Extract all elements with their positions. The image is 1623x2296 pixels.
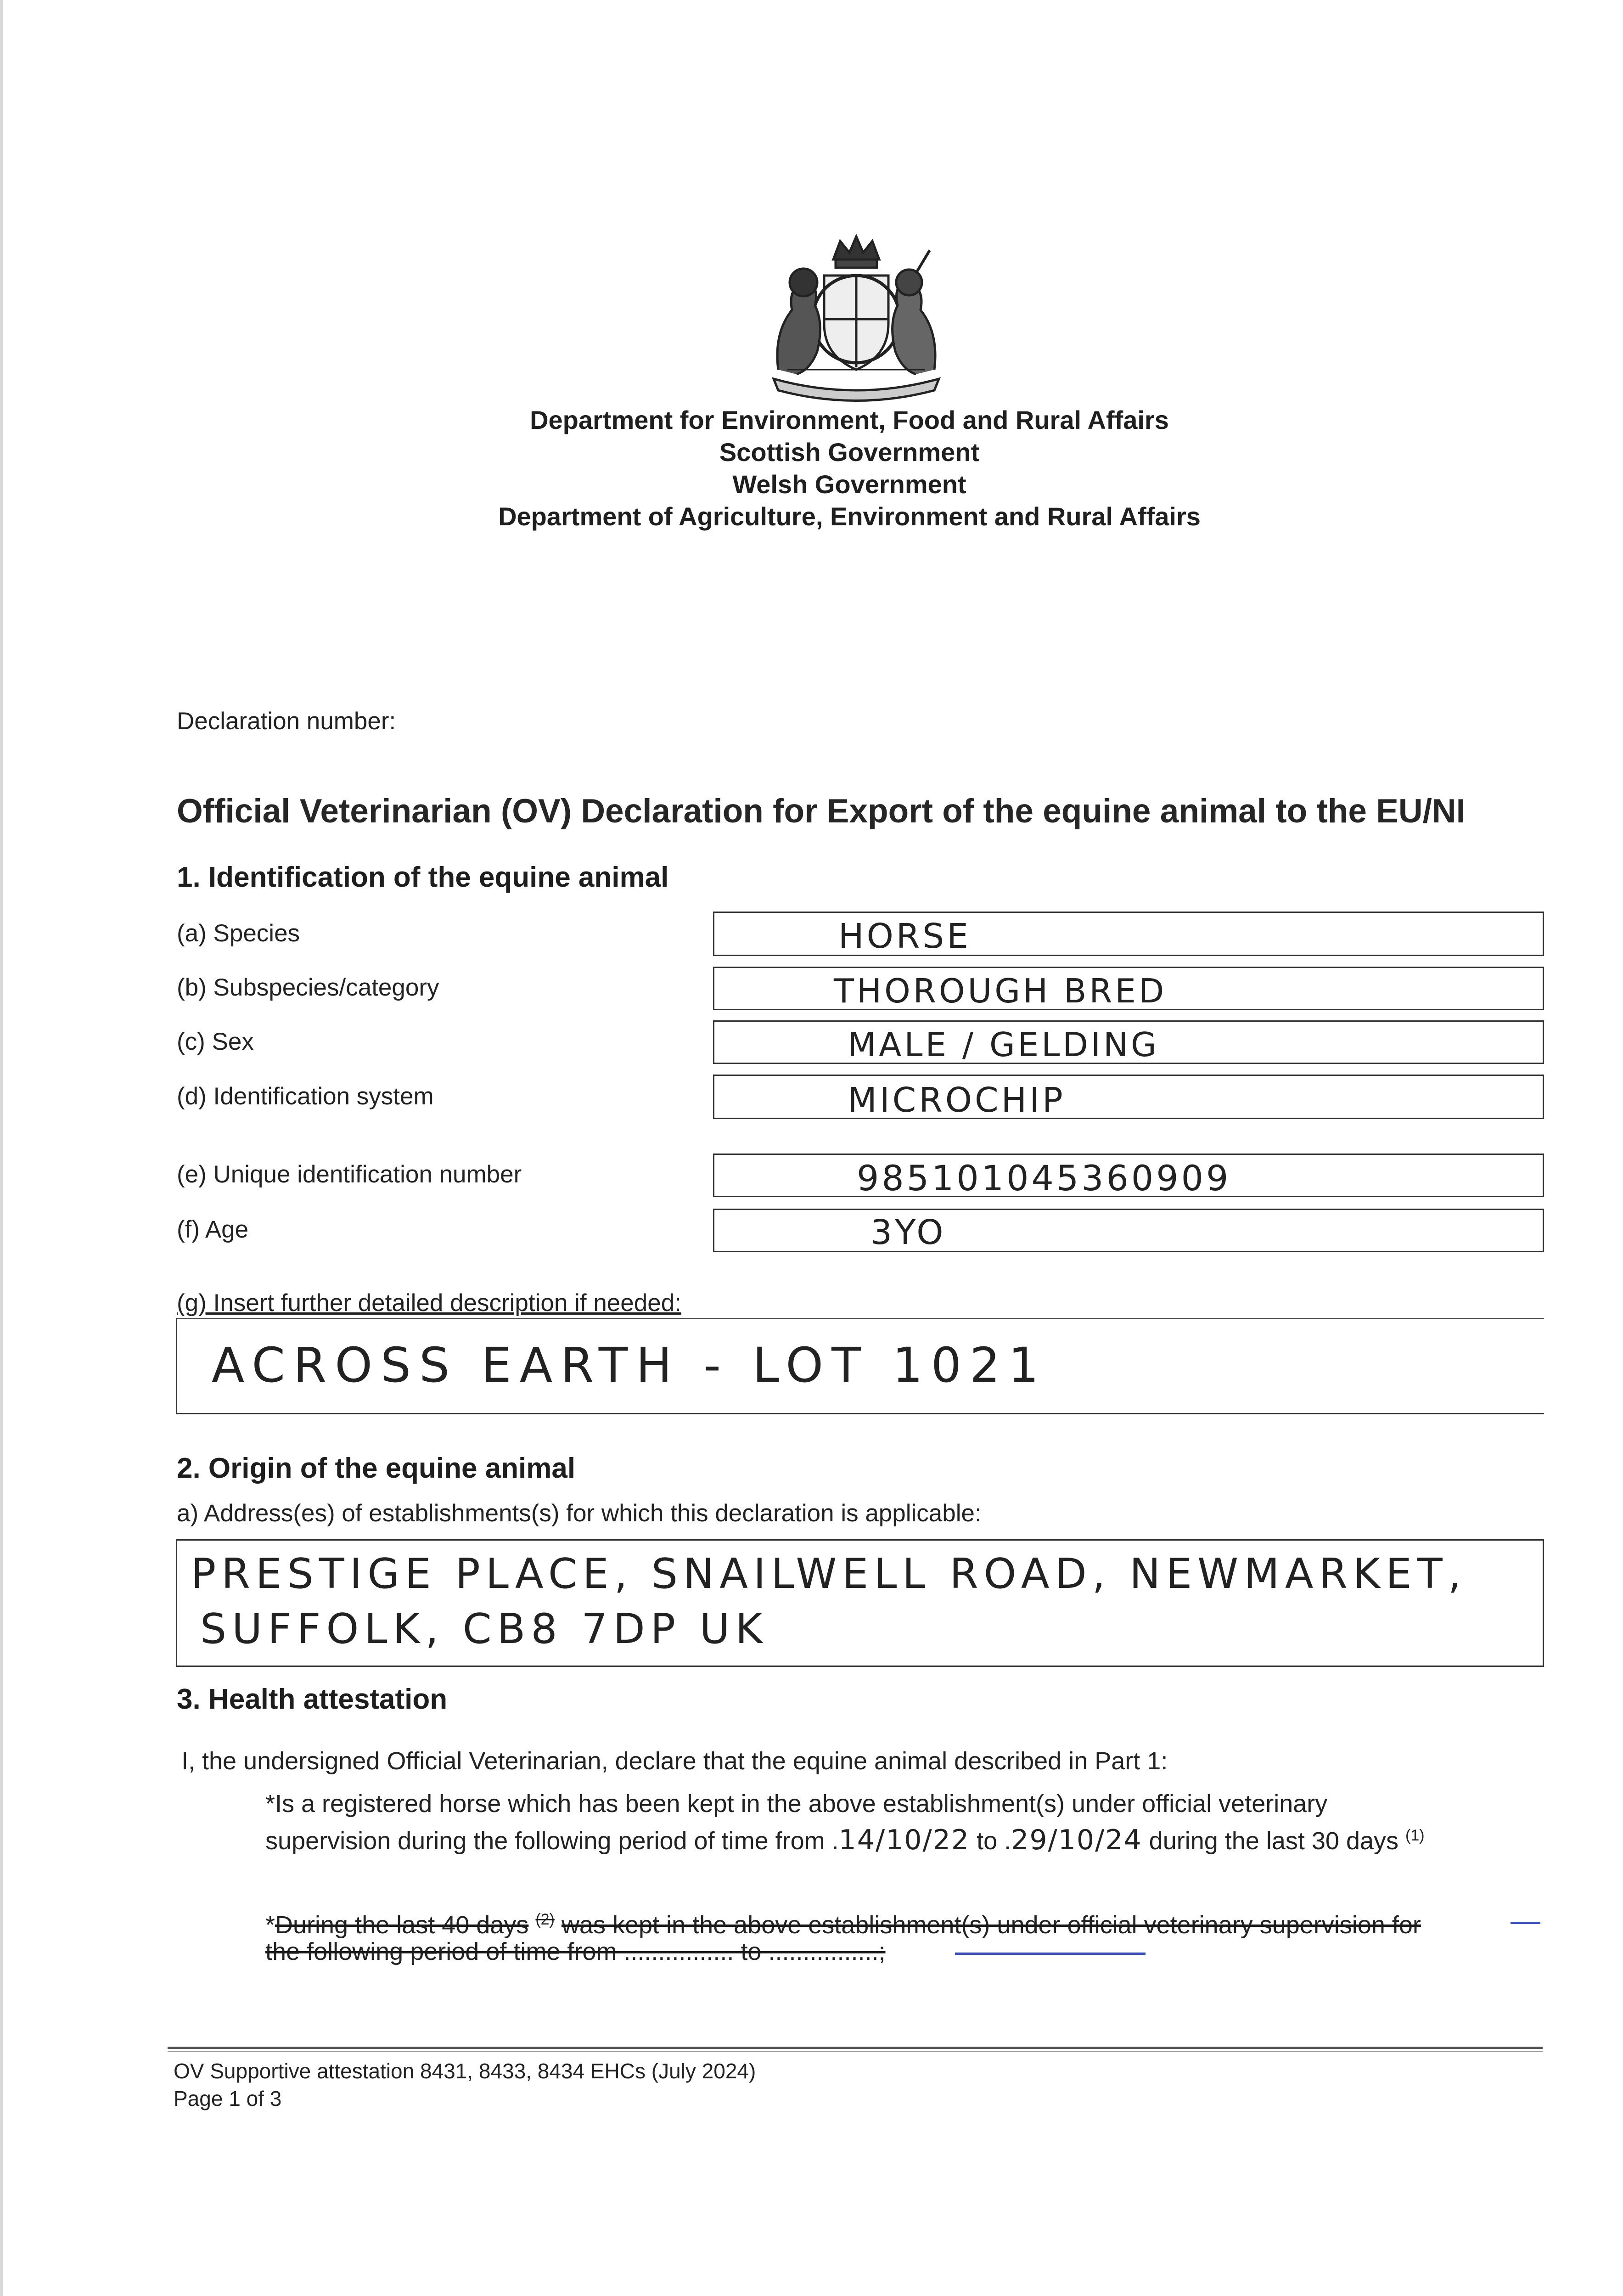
address-field[interactable] [176, 1539, 1544, 1667]
option2-text-a: During the last 40 days [275, 1911, 529, 1939]
royal-coat-of-arms-logo [760, 232, 953, 402]
strike-through-pen-mark-2 [955, 1953, 1146, 1955]
address-line1: PRESTIGE PLACE, SNAILWELL ROAD, NEWMARKET, [191, 1550, 1467, 1598]
species-field[interactable] [713, 912, 1544, 956]
identification-system-value: MICROCHIP [848, 1080, 1066, 1120]
option2-footnote: (2) [535, 1911, 555, 1928]
further-description-label: (g) Insert further detailed description if needed: [177, 1289, 681, 1317]
species-label: (a) Species [177, 920, 300, 947]
scan-edge [0, 0, 3, 2296]
section2-heading: 2. Origin of the equine animal [177, 1452, 576, 1484]
page-total: 3 [270, 2087, 282, 2110]
address-line2: SUFFOLK, CB8 7DP UK [200, 1605, 768, 1653]
unique-id-value: 985101045360909 [857, 1158, 1231, 1199]
attestation-intro: I, the undersigned Official Veterinarian, declare that the equine animal described in Part 1: [181, 1747, 1168, 1775]
species-value: HORSE [838, 917, 972, 956]
subspecies-field[interactable] [713, 967, 1544, 1010]
unique-id-field[interactable] [713, 1154, 1544, 1197]
option1-tail: during the last 30 days [1149, 1827, 1399, 1855]
page-indicator [174, 2085, 756, 2112]
agency-scottish-government: Scottish Government [719, 438, 980, 467]
strike-through-pen-mark [1511, 1922, 1540, 1924]
further-description-field[interactable] [176, 1318, 1544, 1414]
section1-heading: 1. Identification of the equine animal [177, 861, 669, 893]
option1-period-text: supervision during the following period of time from . [265, 1827, 839, 1855]
option2-star: * [265, 1911, 275, 1939]
page-label: Page [174, 2087, 223, 2110]
option1-footnote: (1) [1405, 1827, 1425, 1844]
subspecies-value: THOROUGH BRED [834, 972, 1167, 1010]
identification-system-field[interactable] [713, 1075, 1544, 1119]
sex-field[interactable] [713, 1020, 1544, 1064]
option1-to-date: 29/10/24 [1011, 1824, 1142, 1856]
page-number: 1 [229, 2087, 241, 2110]
agency-defra: Department for Environment, Food and Rural Affairs [530, 405, 1169, 434]
attestation-option2-line2: the following period of time from ................ to ................; [265, 1938, 886, 1965]
identification-system-label: (d) Identification system [177, 1083, 434, 1110]
address-label: a) Address(es) of establishments(s) for which this declaration is applicable: [177, 1500, 982, 1527]
age-field[interactable] [713, 1209, 1544, 1252]
footer-divider [168, 2047, 1543, 2049]
agency-daera: Department of Agriculture, Environment and Rural Affairs [498, 502, 1201, 531]
further-description-value: ACROSS EARTH - LOT 1021 [212, 1337, 1047, 1393]
agency-welsh-government: Welsh Government [732, 470, 966, 499]
sex-value: MALE / GELDING [848, 1025, 1159, 1064]
attestation-option1-line2 [265, 1819, 1425, 1857]
age-label: (f) Age [177, 1216, 249, 1243]
age-value: 3YO [870, 1213, 946, 1252]
footer-document-reference: OV Supportive attestation 8431, 8433, 8434 EHCs (July 2024) [174, 2059, 756, 2083]
option1-from-date: 14/10/22 [838, 1824, 970, 1856]
footer-divider-shadow [168, 2051, 1543, 2052]
option1-to-word: to . [977, 1827, 1011, 1855]
section3-heading: 3. Health attestation [177, 1683, 448, 1715]
subspecies-label: (b) Subspecies/category [177, 974, 439, 1001]
unique-id-label: (e) Unique identification number [177, 1161, 522, 1188]
footer [174, 2057, 756, 2112]
agency-names [321, 404, 1377, 533]
sex-label: (c) Sex [177, 1028, 254, 1055]
attestation-option1-line1: *Is a registered horse which has been kept in the above establishment(s) under official veterinary [265, 1790, 1328, 1818]
declaration-number-label: Declaration number: [177, 708, 396, 735]
page-of: of [246, 2087, 264, 2110]
document-title: Official Veterinarian (OV) Declaration for Export of the equine animal to the EU/NI [177, 793, 1466, 830]
option2-text-b: was kept in the above establishment(s) under official veterinary supervision for [561, 1911, 1421, 1939]
